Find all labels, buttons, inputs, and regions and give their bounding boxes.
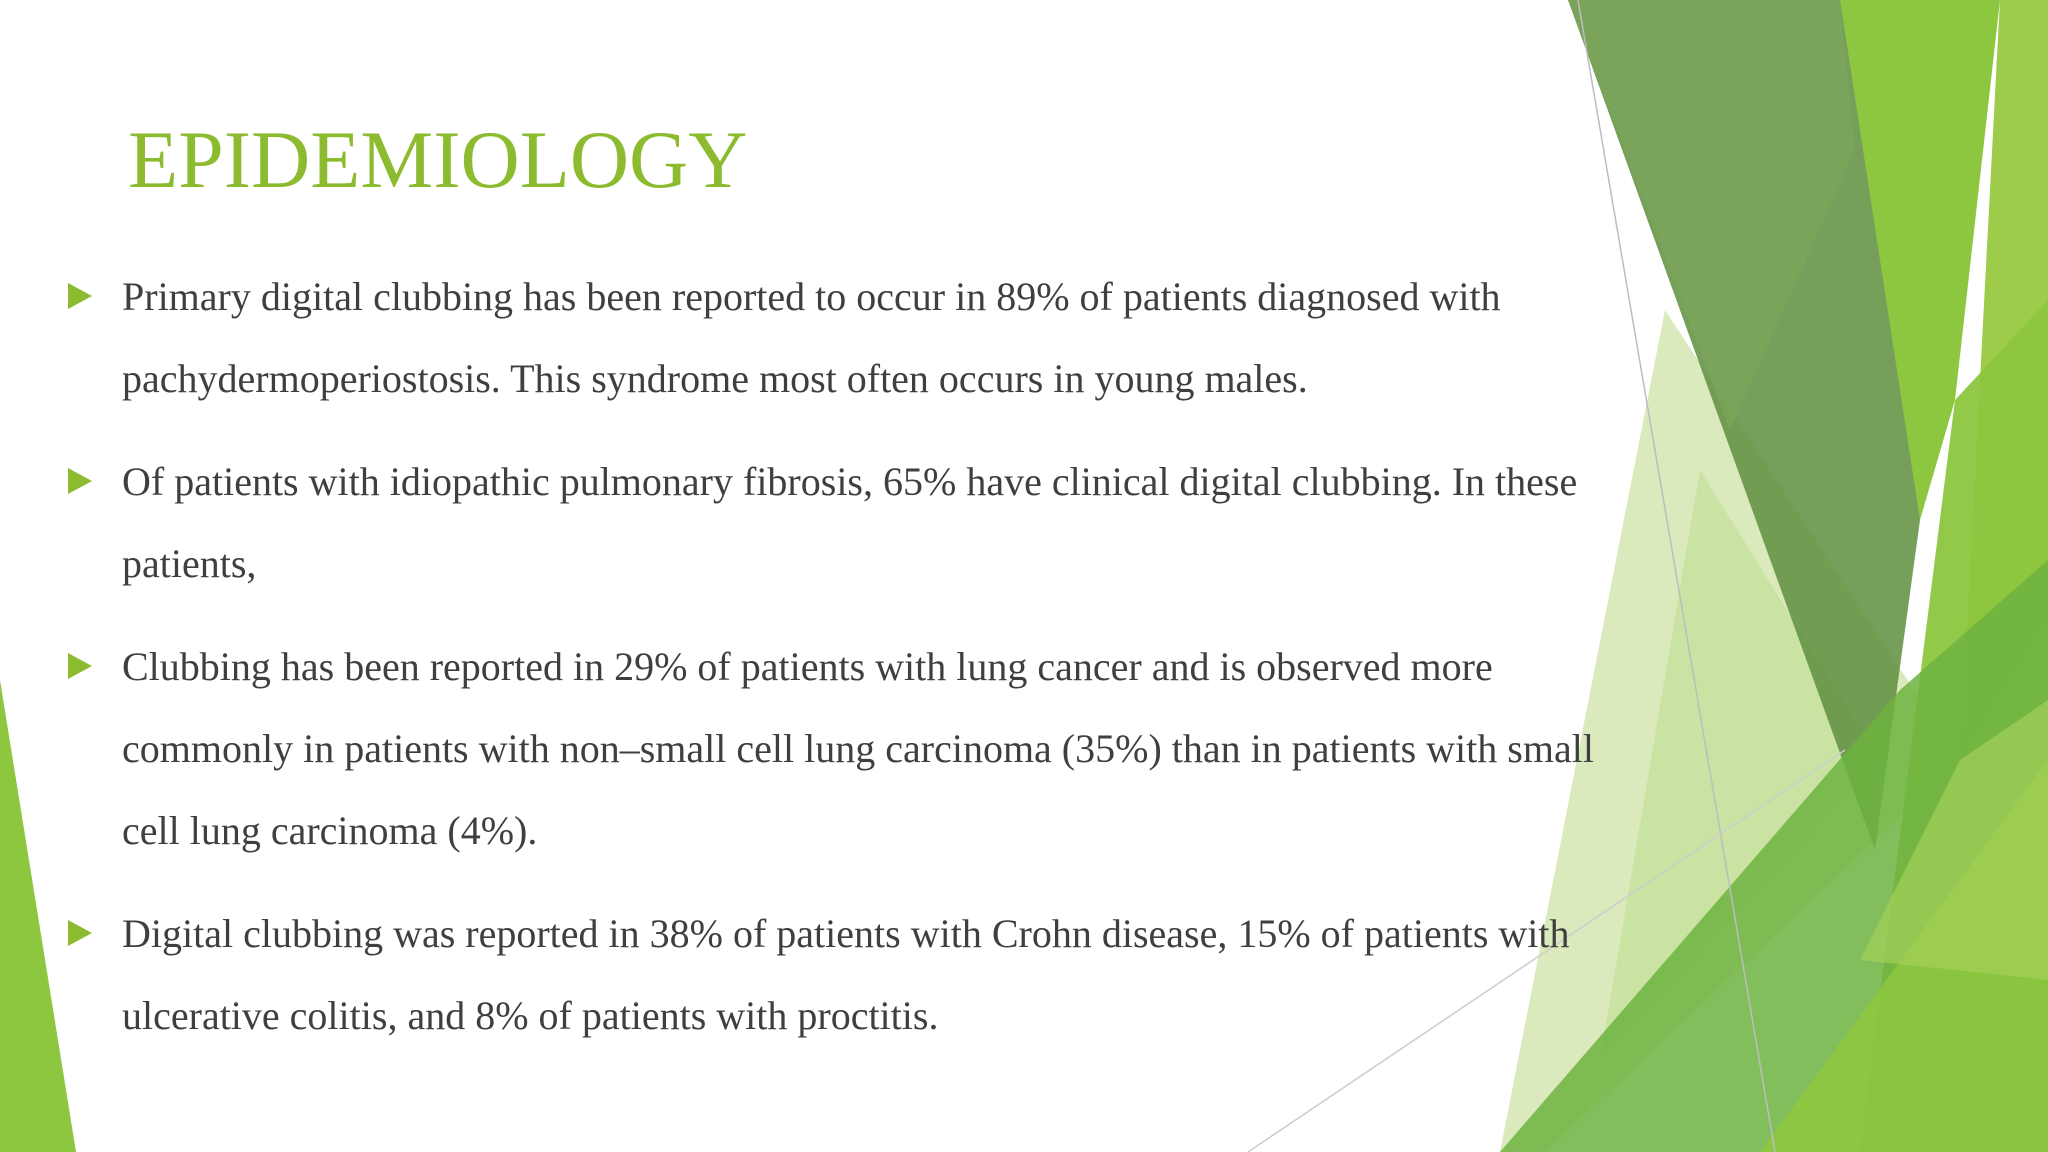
bullet-line: pachydermoperiostosis. This syndrome most often occurs in young males. (122, 356, 1308, 401)
bullet-line: Primary digital clubbing has been reported to occur in 89% of patients diagnosed with (122, 274, 1501, 319)
bullet-line: Of patients with idiopathic pulmonary fibrosis, 65% have clinical digital clubbing. In these (122, 459, 1578, 504)
left-green-sliver (0, 680, 76, 1152)
bullet-line: cell lung carcinoma (4%). (122, 808, 538, 853)
bullet-line: commonly in patients with non–small cell lung carcinoma (35%) than in patients with small (122, 726, 1594, 771)
bullet-line: Digital clubbing was reported in 38% of patients with Crohn disease, 15% of patients with (122, 911, 1570, 956)
bullet-line: patients, (122, 541, 257, 586)
slide-title: EPIDEMIOLOGY (128, 114, 748, 205)
bullet-line: ulcerative colitis, and 8% of patients with proctitis. (122, 993, 939, 1038)
bullet-line: Clubbing has been reported in 29% of patients with lung cancer and is observed more (122, 644, 1493, 689)
